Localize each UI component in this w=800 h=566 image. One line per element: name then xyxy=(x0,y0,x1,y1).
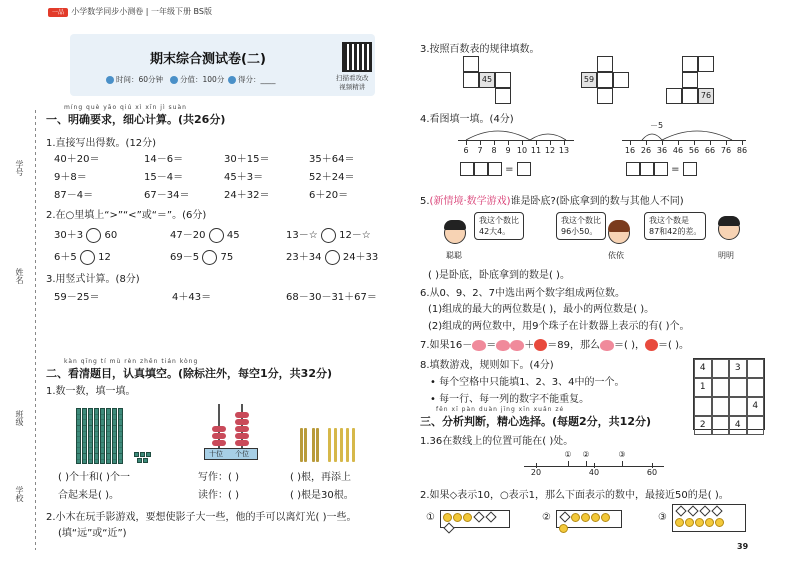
q1-item: 35＋64＝ xyxy=(309,154,355,165)
qr-code-icon[interactable] xyxy=(342,42,372,72)
sudoku-cell[interactable]: 4 xyxy=(694,359,712,378)
section-3-title: 三、分析判断，精心选择。(每题2分，共12分) xyxy=(420,415,652,428)
tick-label: 46 xyxy=(672,146,684,155)
grid-cell[interactable] xyxy=(495,88,511,104)
grid-cell[interactable] xyxy=(463,72,479,88)
abacus-ones-label: 个位 xyxy=(235,450,249,458)
sudoku-cell[interactable]: 3 xyxy=(729,359,747,378)
speech-bubble: 我这个数比 96小50。 xyxy=(556,212,606,240)
speech-bubble: 我这个数比 42大4。 xyxy=(474,212,524,240)
ten-bar xyxy=(76,408,81,464)
stick-bundle xyxy=(316,428,319,462)
q1-item: 30＋15＝ xyxy=(224,154,270,165)
tick-label: 11 xyxy=(530,146,542,155)
q2-item: 69－5 75 xyxy=(170,248,233,265)
compare-circle-input[interactable] xyxy=(321,228,336,243)
q2-item: 6＋5 12 xyxy=(54,248,111,265)
answer-box[interactable] xyxy=(626,162,640,176)
unit-cube xyxy=(140,452,145,457)
section-1-pinyin: míng què yāo qiú xì xīn jì suàn xyxy=(64,104,187,111)
character-name: 依依 xyxy=(608,251,624,260)
brand-header xyxy=(48,6,212,17)
q1-item: 14－6＝ xyxy=(144,154,184,165)
choice-mark[interactable]: ② xyxy=(582,450,590,459)
section-1-title: 一、明确要求，细心计算。(共26分) xyxy=(46,113,226,126)
ten-bar xyxy=(82,408,87,464)
grid-cell[interactable] xyxy=(597,88,613,104)
number-line-arcs xyxy=(458,122,574,142)
speech-bubble: 我这个数是 87和42的差。 xyxy=(644,212,706,240)
grid-cell-given: 59 xyxy=(581,72,597,88)
sidebar-label-class: 班级 xyxy=(15,410,24,426)
score-full-info: 分值：100分 xyxy=(170,74,224,85)
compare-circle-input[interactable] xyxy=(209,228,224,243)
question-2-3: 3.按照百数表的规律填数。 xyxy=(420,44,540,55)
rule-2: • 每一行、每一列的数字不能重复。 xyxy=(430,390,589,405)
tick-label: 76 xyxy=(720,146,732,155)
sudoku-cell[interactable] xyxy=(729,397,747,416)
tick-label: 20 xyxy=(530,468,542,477)
unit-cube xyxy=(134,452,139,457)
ten-bar xyxy=(94,408,99,464)
section-3-pinyin: fēn xī pàn duàn jīng xīn xuǎn zé xyxy=(436,406,565,413)
abacus-bead xyxy=(235,419,249,425)
tick-label: 7 xyxy=(477,146,483,155)
choice-mark[interactable]: ① xyxy=(564,450,572,459)
q2-item: 47－20 45 xyxy=(170,226,240,243)
sudoku-cell[interactable] xyxy=(747,378,765,397)
answer-box[interactable] xyxy=(654,162,668,176)
q3-item: 59－25＝ xyxy=(54,292,100,303)
tick-label: 6 xyxy=(463,146,469,155)
bead-box xyxy=(556,510,622,528)
q4-right-line-2: ( )根是30根。 xyxy=(290,490,354,501)
sudoku-grid xyxy=(693,358,765,430)
abacus-bead xyxy=(235,440,249,446)
stick xyxy=(334,428,337,462)
grid-cell[interactable] xyxy=(682,88,698,104)
sudoku-cell[interactable] xyxy=(729,378,747,397)
question-2-4: 4.看图填一填。(4分) xyxy=(420,114,514,125)
bead-box xyxy=(440,510,510,528)
sudoku-cell[interactable]: 4 xyxy=(729,416,747,435)
qr-caption: 扫描看攻改 视频精讲 xyxy=(336,74,369,91)
abacus-base xyxy=(204,448,258,460)
sudoku-cell[interactable] xyxy=(747,416,765,435)
tick-label: 36 xyxy=(656,146,668,155)
ten-bar xyxy=(112,408,117,464)
question-2-8: 8.填数游戏，规则如下。(4分) xyxy=(420,360,554,371)
grid-cell-given: 76 xyxy=(698,88,714,104)
q4-left-line-2: 合起来是( )。 xyxy=(58,490,119,501)
answer-box[interactable] xyxy=(683,162,697,176)
section-2-title: 二、看清题目，认真填空。(除标注外，每空1分，共32分) xyxy=(46,367,333,380)
choice-2-option-1[interactable]: ① xyxy=(426,512,435,523)
q1-item: 67－34＝ xyxy=(144,190,190,201)
question-3: 3.用竖式计算。(8分) xyxy=(46,274,140,285)
answer-box[interactable] xyxy=(474,162,488,176)
apple-icon xyxy=(645,339,658,351)
abacus-bead xyxy=(212,440,226,446)
number-line-arcs xyxy=(622,124,746,142)
q4-mid-line-2: 读作：( ) xyxy=(198,490,239,501)
q1-item: 52＋24＝ xyxy=(309,172,355,183)
grid-cell[interactable] xyxy=(682,72,698,88)
choice-mark[interactable]: ③ xyxy=(618,450,626,459)
tick-label: 12 xyxy=(544,146,556,155)
tick-label: 10 xyxy=(516,146,528,155)
sidebar-label-school: 学校 xyxy=(15,486,24,502)
question-2: 2.在○里填上“>”“<”或“＝”。(6分) xyxy=(46,210,207,221)
sidebar-label-name: 姓名 xyxy=(15,268,24,284)
sidebar-label-number: 学号 xyxy=(15,160,24,176)
peach-icon xyxy=(510,340,524,351)
question-2-7: 7.如果16－ ＝ ＋ ＝89，那么 ＝( )， ＝( )。 xyxy=(420,340,689,351)
q4-right-line-1: ( )根，再添上 xyxy=(290,472,351,483)
tick-label: 26 xyxy=(640,146,652,155)
abacus-tens-label: 十位 xyxy=(209,450,223,458)
answer-box[interactable] xyxy=(488,162,502,176)
number-line-2-answer: = xyxy=(626,162,697,176)
q1-item: 9＋8＝ xyxy=(54,172,87,183)
score-get-info: 得分：____ xyxy=(228,74,276,85)
binding-line xyxy=(35,110,36,550)
q1-item: 87－4＝ xyxy=(54,190,94,201)
choice-2: 2.如果◇表示10，○表示1，那么下面表示的数中，最接近50的是( )。 xyxy=(420,490,729,501)
girl-avatar xyxy=(608,222,630,244)
tick-label: 66 xyxy=(704,146,716,155)
compare-circle-input[interactable] xyxy=(202,250,217,265)
unit-cube xyxy=(137,458,142,463)
abacus-bead xyxy=(235,426,249,432)
q3-item: 4＋43＝ xyxy=(172,292,212,303)
grid-cell[interactable] xyxy=(597,56,613,72)
stick xyxy=(328,428,331,462)
tick-label: 86 xyxy=(736,146,748,155)
question-2-1: 1.数一数，填一填。 xyxy=(46,386,136,397)
question-2-5: 5.(新情境·数学游戏)谁是卧底?(卧底拿到的数与其他人不同) xyxy=(420,196,684,207)
grid-cell[interactable] xyxy=(463,56,479,72)
boy-avatar xyxy=(718,218,740,240)
q1-item: 45＋3＝ xyxy=(224,172,264,183)
q6-part-2: (2)组成的两位数中，用9个珠子在计数器上表示的有( )个。 xyxy=(428,321,690,332)
tick-label: 60 xyxy=(646,468,658,477)
boy-avatar xyxy=(444,222,466,244)
question-1: 1.直接写出得数。(12分) xyxy=(46,138,157,149)
answer-box[interactable] xyxy=(517,162,531,176)
sudoku-cell[interactable] xyxy=(712,378,730,397)
q3-item: 68－30－31＋67＝ xyxy=(286,292,377,303)
grid-cell[interactable] xyxy=(666,88,682,104)
ten-bar xyxy=(118,408,123,464)
right-page xyxy=(400,0,800,566)
bead-box xyxy=(672,504,746,532)
brand-badge: 一品 xyxy=(48,8,68,17)
ten-bar xyxy=(106,408,111,464)
compare-circle-input[interactable] xyxy=(325,250,340,265)
q4-mid-line-1: 写作：( ) xyxy=(198,472,239,483)
grid-cell[interactable] xyxy=(613,72,629,88)
unit-cube xyxy=(143,458,148,463)
stick-bundle xyxy=(304,428,307,462)
grid-cell[interactable] xyxy=(495,72,511,88)
character-name: 聪聪 xyxy=(446,251,462,260)
sudoku-cell[interactable]: 1 xyxy=(694,378,712,397)
question-2-2-hint: (填“远”或“近”) xyxy=(58,528,127,539)
sudoku-cell[interactable]: 4 xyxy=(747,397,765,416)
new-context-label: (新情境·数学游戏) xyxy=(429,196,511,207)
ten-bar xyxy=(100,408,105,464)
grid-cell[interactable] xyxy=(698,56,714,72)
clock-icon xyxy=(106,76,114,84)
rule-1: • 每个空格中只能填1、2、3、4中的一个。 xyxy=(430,373,625,388)
compare-circle-input[interactable] xyxy=(86,228,101,243)
answer-box[interactable] xyxy=(460,162,474,176)
grid-cell[interactable] xyxy=(682,56,698,72)
ten-bar xyxy=(88,408,93,464)
grid-cell[interactable] xyxy=(597,72,613,88)
q1-item: 6＋20＝ xyxy=(309,190,349,201)
time-info: 时间：60分钟 xyxy=(106,74,163,85)
sudoku-cell[interactable] xyxy=(712,397,730,416)
abacus-bead xyxy=(235,412,249,418)
tick-label: 56 xyxy=(688,146,700,155)
q6-part-1: (1)组成的最大的两位数是( )，最小的两位数是( )。 xyxy=(428,304,655,315)
stick xyxy=(340,428,343,462)
page-number: 39 xyxy=(737,542,749,551)
sudoku-cell[interactable]: 2 xyxy=(694,416,712,435)
series-title: 小学数学同步小测卷 | 一年级下册 BS版 xyxy=(71,7,212,16)
tick-label: 16 xyxy=(624,146,636,155)
question-2-6: 6.从0、9、2、7中选出两个数字组成两位数。 xyxy=(420,288,625,299)
sudoku-cell[interactable] xyxy=(694,397,712,416)
tick-label: 13 xyxy=(558,146,570,155)
jump-label: －5 xyxy=(650,121,664,130)
grid-cell-given: 45 xyxy=(479,72,495,88)
unit-cube xyxy=(146,452,151,457)
q1-item: 24＋32＝ xyxy=(224,190,270,201)
apple-icon xyxy=(534,339,547,351)
choice-2-option-3[interactable]: ③ xyxy=(658,512,667,523)
tick-label: 40 xyxy=(588,468,600,477)
stick-bundle xyxy=(300,428,303,462)
sudoku-cell[interactable] xyxy=(712,416,730,435)
section-2-pinyin: kàn qīng tí mù rèn zhēn tián kòng xyxy=(64,358,199,365)
page-title: 期末综合测试卷(二) xyxy=(150,52,266,67)
tick-label: 8 xyxy=(491,146,497,155)
peach-icon xyxy=(472,340,486,351)
abacus-bead xyxy=(212,433,226,439)
stick-bundle xyxy=(312,428,315,462)
abacus-bead xyxy=(212,426,226,432)
question-2-2: 2.小木在玩手影游戏，要想使影子大一些，他的手可以离灯光( )一些。 xyxy=(46,512,357,523)
q1-item: 40＋20＝ xyxy=(54,154,100,165)
q5-answer-line: ( )是卧底，卧底拿到的数是( )。 xyxy=(428,270,570,281)
pencil-icon xyxy=(228,76,236,84)
person-icon xyxy=(170,76,178,84)
q2-item: 23＋34 24＋33 xyxy=(286,248,378,265)
number-line-1-answer: = xyxy=(460,162,531,176)
sudoku-cell[interactable] xyxy=(747,359,765,378)
q4-left-line-1: ( )个十和( )个一 xyxy=(58,472,130,483)
choice-2-option-2[interactable]: ② xyxy=(542,512,551,523)
tick-label: 9 xyxy=(505,146,511,155)
peach-icon xyxy=(496,340,510,351)
answer-box[interactable] xyxy=(640,162,654,176)
stick xyxy=(352,428,355,462)
sudoku-cell[interactable] xyxy=(712,359,730,378)
peach-icon xyxy=(600,340,614,351)
q2-item: 13－☆ 12－☆ xyxy=(286,226,371,243)
q2-item: 30＋3 60 xyxy=(54,226,117,243)
abacus-bead xyxy=(235,433,249,439)
choice-1: 1.36在数线上的位置可能在( )处。 xyxy=(420,436,574,447)
compare-circle-input[interactable] xyxy=(80,250,95,265)
stick xyxy=(346,428,349,462)
character-name: 明明 xyxy=(718,251,734,260)
q1-item: 15－4＝ xyxy=(144,172,184,183)
